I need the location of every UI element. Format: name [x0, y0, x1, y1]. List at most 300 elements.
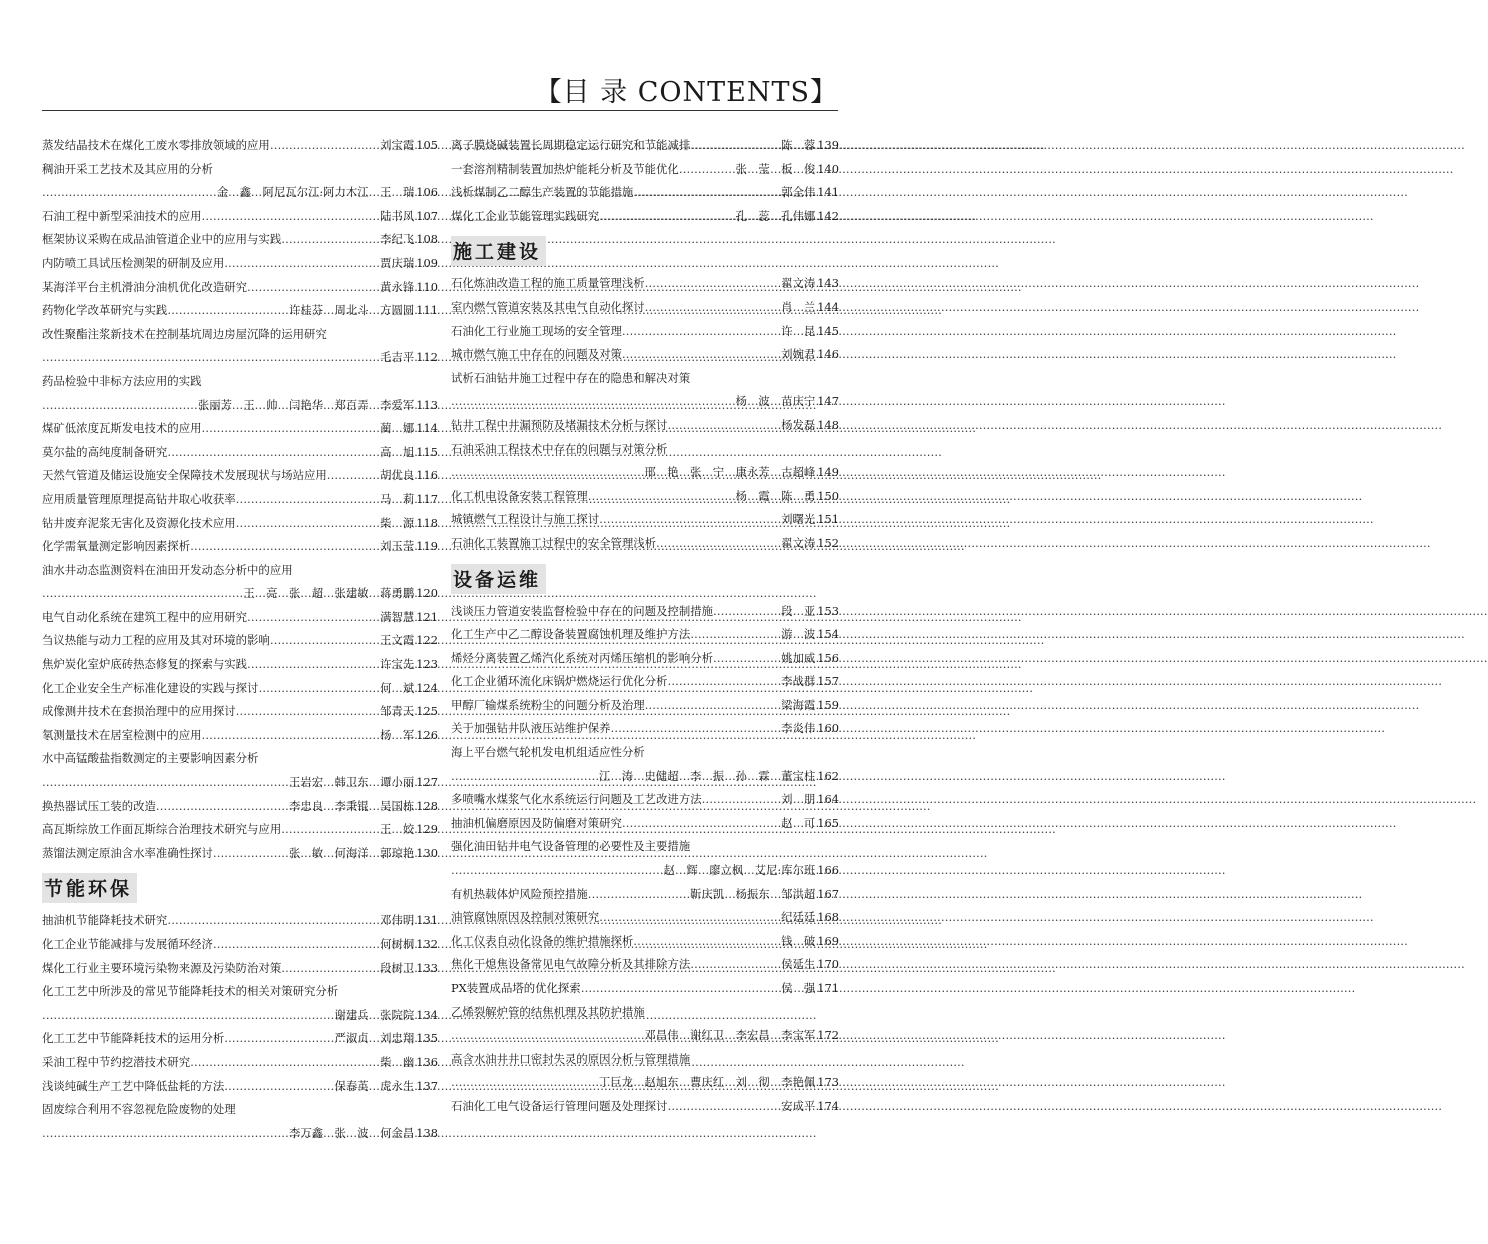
- entry-authors: 李战群: [781, 674, 816, 689]
- entry-authors: 马 莉: [380, 491, 415, 506]
- toc-entry[interactable]: [451, 134, 839, 158]
- entry-title: 烯烃分离装置乙烯汽化系统对丙烯压缩机的影响分析: [451, 650, 713, 665]
- entry-title: 石油化工装置施工过程中的安全管理浅析: [451, 535, 657, 550]
- entry-authors: 赵 辉 廖立枫 艾尼·库尔班: [663, 863, 816, 878]
- entry-authors: 纪廷廷: [781, 910, 816, 925]
- toc-entry[interactable]: [451, 532, 839, 556]
- toc-entry[interactable]: [451, 883, 839, 907]
- toc-entry[interactable]: [451, 438, 839, 485]
- entry-authors: 李纪飞: [380, 232, 415, 247]
- dot-leader: [42, 346, 380, 370]
- entry-page: 147: [817, 394, 839, 409]
- entry-title: 刍议热能与动力工程的应用及其对环境的影响: [42, 633, 270, 648]
- entry-title: 某海洋平台主机滑油分油机优化改造研究: [42, 279, 248, 294]
- entry-page: 151: [817, 512, 839, 527]
- entry-page: 112: [416, 350, 438, 365]
- entry-title: 一套溶剂精制装置加热炉能耗分析及节能优化: [451, 161, 679, 176]
- dot-leader: [42, 181, 217, 205]
- entry-authors: 毛吉平: [380, 350, 415, 365]
- entry-title: 煤化工企业节能管理实践研究: [451, 208, 600, 223]
- entry-title: 关于加强钻井队液压站维护保养: [451, 721, 611, 736]
- entry-authors: 何树桐: [380, 937, 415, 951]
- entry-authors: 靳庆凯 杨振东 邹洪超: [689, 886, 816, 901]
- toc-entry[interactable]: [451, 717, 839, 741]
- section-heading: [451, 228, 839, 272]
- entry-page: 154: [817, 627, 839, 642]
- entry-authors: 高 旭: [380, 444, 415, 459]
- dot-leader: [224, 1027, 334, 1051]
- entry-title: 煤化工行业主要环境污染物来源及污染防治对策: [42, 960, 282, 975]
- entry-authors: 段 亚: [781, 603, 816, 618]
- entry-title: 框架协议采购在成品油管道企业中的应用与实践: [42, 232, 282, 247]
- entry-authors: 刘 朋: [781, 792, 816, 807]
- dot-leader: [42, 1122, 289, 1146]
- toc-entry[interactable]: [42, 488, 438, 512]
- dot-leader: [633, 930, 781, 954]
- toc-entry[interactable]: [451, 272, 839, 296]
- toc-entry[interactable]: [451, 977, 839, 1001]
- entry-title: 改性聚酯注浆新技术在控制基坑周边房屋沉降的运用研究: [42, 326, 327, 341]
- entry-title: 煤矿低浓度瓦斯发电技术的应用: [42, 421, 202, 436]
- entry-page: 145: [817, 323, 839, 338]
- dot-leader: [645, 272, 781, 296]
- toc-entry[interactable]: [42, 724, 438, 748]
- toc-entry[interactable]: [42, 205, 438, 229]
- toc-entry[interactable]: [42, 535, 438, 559]
- entry-page: 108: [416, 232, 438, 247]
- entry-title: 强化油田钻井电气设备管理的必要性及主要措施: [451, 839, 691, 854]
- section-heading: [451, 556, 839, 600]
- entry-title: 油水井动态监测资料在油田开发动态分析中的应用: [42, 562, 293, 577]
- dot-leader: [167, 299, 289, 323]
- toc-entry[interactable]: [42, 299, 438, 323]
- entry-title: 石化炼油改造工程的施工质量管理浅析: [451, 276, 645, 291]
- dot-leader: [281, 957, 380, 981]
- entry-page: 173: [817, 1075, 839, 1090]
- entry-page: 140: [817, 161, 839, 176]
- dot-leader: [190, 1051, 380, 1075]
- toc-entry[interactable]: [42, 980, 438, 1027]
- dot-leader: [588, 883, 690, 907]
- entry-authors: 邓昌伟 谢红卫 李宏昌 李宝军: [644, 1028, 816, 1043]
- dot-leader: [224, 1075, 334, 1099]
- entry-authors: 许桂芬 周北斗 方圆圆: [288, 303, 415, 318]
- entry-page: 166: [817, 863, 839, 878]
- entry-authors: 谢建兵 张院院: [334, 1007, 415, 1022]
- contents-column-right: [451, 134, 839, 1119]
- entry-title: 离子膜烧碱装置长周期稳定运行研究和节能减排: [451, 138, 691, 152]
- entry-title: 焦化干熄焦设备常见电气故障分析及其排除方法: [451, 957, 691, 972]
- dot-leader: [42, 1004, 335, 1028]
- toc-entry[interactable]: [451, 485, 839, 509]
- entry-authors: 邓伟明: [380, 913, 415, 928]
- entry-page: 113: [416, 397, 438, 412]
- dot-leader: [42, 394, 198, 418]
- dot-leader: [167, 441, 380, 465]
- entry-authors: 贾庆瑞: [380, 255, 415, 270]
- toc-entry[interactable]: [42, 909, 438, 933]
- entry-authors: 柴 源: [380, 515, 415, 530]
- entry-page: 157: [817, 674, 839, 689]
- entry-authors: 保春英 虎永生: [334, 1078, 415, 1093]
- entry-title: 有机热载体炉风险预控措施: [451, 886, 588, 901]
- entry-title: 化工企业节能减排与发展循环经济: [42, 937, 213, 951]
- entry-authors: 江 涛 史健超 李 振 孙 霖 董宝柱: [598, 768, 816, 783]
- entry-title: 成像测井技术在套损治理中的应用探讨: [42, 704, 236, 719]
- entry-title: PX装置成品塔的优化探索: [451, 981, 581, 995]
- entry-title: 电气自动化系统在建筑工程中的应用研究: [42, 609, 248, 624]
- dot-leader: [713, 647, 781, 671]
- entry-page: 171: [817, 981, 839, 995]
- toc-entry[interactable]: [451, 788, 839, 812]
- entry-title: 内防喷工具试压检测架的研制及应用: [42, 255, 225, 270]
- entry-title: 采油工程中节约挖潜技术研究: [42, 1054, 191, 1069]
- entry-page: 111: [416, 303, 438, 318]
- toc-entry[interactable]: [42, 441, 438, 465]
- toc-entry[interactable]: [42, 677, 438, 701]
- dot-leader: [213, 842, 289, 866]
- entry-title: 多喷嘴水煤浆气化水系统运行问题及工艺改进方法: [451, 792, 702, 807]
- contents-header: [42, 68, 838, 112]
- entry-page: 122: [416, 633, 438, 648]
- entry-page: 130: [416, 845, 438, 860]
- entry-title: 化工工艺中所涉及的常见节能降耗技术的相关对策研究分析: [42, 984, 339, 999]
- entry-authors: 刘曙光: [781, 512, 816, 527]
- entry-title: 药物化学改革研究与实践: [42, 303, 168, 318]
- entry-authors: 翟文涛: [781, 276, 816, 291]
- toc-entry[interactable]: [42, 559, 438, 606]
- entry-authors: 满智慧: [380, 609, 415, 624]
- dot-leader: [690, 953, 781, 977]
- entry-page: 170: [817, 957, 839, 972]
- entry-page: 126: [416, 727, 438, 742]
- entry-authors: 杨 霞 陈 勇: [735, 488, 816, 503]
- dot-leader: [645, 694, 781, 718]
- entry-authors: 肖 兰: [781, 299, 816, 314]
- dot-leader: [622, 812, 781, 836]
- entry-authors: 陈 蓉: [781, 138, 816, 152]
- entry-page: 144: [817, 299, 839, 314]
- toc-entry[interactable]: [42, 606, 438, 630]
- entry-title: 化学需氧量测定影响因素探析: [42, 539, 191, 554]
- toc-entry[interactable]: [42, 134, 438, 158]
- entry-title: 钻井工程中井漏预防及堵漏技术分析与探讨: [451, 417, 668, 432]
- entry-authors: 许宝先: [380, 657, 415, 672]
- toc-entry[interactable]: [42, 818, 438, 842]
- toc-entry[interactable]: [451, 320, 839, 344]
- entry-title: 蒸馏法测定原油含水率准确性探讨: [42, 845, 213, 860]
- entry-authors: 钱 破: [781, 933, 816, 948]
- dot-leader: [451, 859, 664, 883]
- entry-authors: 黄永锋: [380, 279, 415, 294]
- entry-page: 118: [416, 515, 438, 530]
- toc-entry[interactable]: [42, 276, 438, 300]
- toc-entry[interactable]: [451, 930, 839, 954]
- entry-page: 162: [817, 768, 839, 783]
- dot-leader: [236, 488, 380, 512]
- dot-leader: [679, 158, 736, 182]
- dot-leader: [281, 228, 380, 252]
- entry-page: 159: [817, 697, 839, 712]
- toc-entry[interactable]: [451, 1001, 839, 1048]
- toc-entry[interactable]: [451, 812, 839, 836]
- entry-page: 142: [817, 208, 839, 223]
- entry-page: 165: [817, 815, 839, 830]
- entry-page: 172: [817, 1028, 839, 1043]
- toc-entry[interactable]: [42, 252, 438, 276]
- toc-entry[interactable]: [451, 343, 839, 367]
- entry-title: 乙烯裂解炉管的结焦机理及其防护措施: [451, 1004, 645, 1019]
- entry-page: 110: [416, 279, 438, 294]
- entry-title: 浅析煤制乙二醇生产装置的节能措施: [451, 185, 634, 200]
- dot-leader: [270, 134, 380, 158]
- dot-leader: [599, 508, 781, 532]
- dot-leader: [622, 343, 781, 367]
- entry-title: 石油工程中新型采油技术的应用: [42, 208, 202, 223]
- entry-authors: 赵 可: [781, 815, 816, 830]
- entry-authors: 翟文涛: [781, 535, 816, 550]
- entry-page: 117: [416, 491, 438, 506]
- dot-leader: [42, 771, 289, 795]
- toc-entry[interactable]: [42, 158, 438, 205]
- entry-page: 138: [416, 1125, 438, 1140]
- entry-authors: 王 姣: [380, 822, 415, 837]
- entry-authors: 王文霞: [380, 633, 415, 648]
- entry-title: 石油化工行业施工现场的安全管理: [451, 323, 622, 338]
- entry-page: 106: [416, 185, 438, 200]
- entry-title: 油管腐蚀原因及控制对策研究: [451, 910, 600, 925]
- entry-title: 换热器试压工装的改造: [42, 798, 156, 813]
- entry-page: 129: [416, 822, 438, 837]
- entry-page: 131: [416, 913, 438, 928]
- toc-entry[interactable]: [42, 1051, 438, 1075]
- toc-entry[interactable]: [451, 181, 839, 205]
- dot-leader: [451, 1071, 599, 1095]
- entry-title: 水中高锰酸盐指数测定的主要影响因素分析: [42, 751, 259, 766]
- dot-leader: [667, 670, 781, 694]
- section-title: 节能环保: [42, 873, 137, 903]
- entry-page: 127: [416, 775, 438, 790]
- toc-entry[interactable]: [42, 464, 438, 488]
- entry-page: 121: [416, 609, 438, 624]
- dot-leader: [713, 600, 781, 624]
- entry-authors: 张 莹 板 俊: [735, 161, 816, 176]
- entry-title: 稠油开采工艺技术及其应用的分析: [42, 161, 213, 176]
- dot-leader: [224, 252, 380, 276]
- entry-authors: 邹青天: [380, 704, 415, 719]
- entry-title: 化工企业循环流化床锅炉燃烧运行优化分析: [451, 674, 668, 689]
- entry-title: 石油采油工程技术中存在的问题与对策分析: [451, 441, 668, 456]
- toc-entry[interactable]: [42, 228, 438, 252]
- header-rule: [42, 110, 838, 111]
- dot-leader: [588, 485, 736, 509]
- dot-leader: [656, 532, 781, 556]
- entry-authors: 郭全伟: [781, 185, 816, 200]
- dot-leader: [451, 461, 644, 485]
- toc-entry[interactable]: [42, 370, 438, 417]
- dot-leader: [451, 1024, 644, 1048]
- entry-authors: 杨 波 苗庆宁: [735, 394, 816, 409]
- entry-page: 164: [817, 792, 839, 807]
- entry-page: 167: [817, 886, 839, 901]
- toc-entry[interactable]: [451, 508, 839, 532]
- dot-leader: [327, 464, 380, 488]
- toc-entry[interactable]: [42, 629, 438, 653]
- entry-authors: 胡优良: [380, 468, 415, 483]
- dot-leader: [190, 535, 380, 559]
- entry-title: 石油化工电气设备运行管理问题及处理探讨: [451, 1098, 668, 1113]
- entry-authors: 何 斌: [380, 680, 415, 695]
- section-title: 施工建设: [451, 236, 546, 266]
- entry-authors: 姚加威: [781, 650, 816, 665]
- dot-leader: [236, 700, 380, 724]
- toc-entry[interactable]: [451, 953, 839, 977]
- toc-entry[interactable]: [451, 414, 839, 438]
- entry-title: 蒸发结晶技术在煤化工废水零排放领域的应用: [42, 138, 270, 152]
- entry-page: 134: [416, 1007, 438, 1022]
- contents-title: 【目 录 CONTENTS】: [534, 77, 838, 108]
- toc-entry[interactable]: [42, 1098, 438, 1145]
- entry-page: 107: [416, 208, 438, 223]
- toc-entry[interactable]: [42, 1027, 438, 1051]
- entry-authors: 许 昆: [781, 323, 816, 338]
- toc-entry[interactable]: [451, 296, 839, 320]
- toc-entry[interactable]: [451, 741, 839, 788]
- entry-authors: 张 敏 何海洋 郭琼艳: [288, 845, 415, 860]
- section-title: 设备运维: [451, 564, 546, 594]
- entry-title: 药品检验中非标方法应用的实践: [42, 373, 202, 388]
- entry-page: 149: [817, 465, 839, 480]
- entry-title: 天然气管道及储运设施安全保障技术发展现状与场站应用: [42, 468, 327, 483]
- entry-title: 化工机电设备安装工程管理: [451, 488, 588, 503]
- entry-authors: 王岩宏 韩卫东 谭小丽: [288, 775, 415, 790]
- dot-leader: [690, 134, 781, 158]
- toc-entry[interactable]: [42, 417, 438, 441]
- entry-title: 化工生产中乙二醇设备装置腐蚀机理及维护方法: [451, 627, 691, 642]
- entry-title: 应用质量管理原理提高钻井取心收获率: [42, 491, 236, 506]
- dot-leader: [247, 653, 380, 677]
- dot-leader: [667, 1095, 781, 1119]
- toc-entry[interactable]: [42, 700, 438, 724]
- entry-page: 123: [416, 657, 438, 672]
- dot-leader: [645, 296, 781, 320]
- dot-leader: [451, 390, 736, 414]
- dot-leader: [201, 724, 380, 748]
- entry-page: 105: [416, 138, 438, 152]
- entry-page: 135: [416, 1031, 438, 1046]
- entry-title: 抽油机节能降耗技术研究: [42, 913, 168, 928]
- toc-entry[interactable]: [451, 835, 839, 882]
- entry-page: 141: [817, 185, 839, 200]
- entry-page: 124: [416, 680, 438, 695]
- entry-page: 168: [817, 910, 839, 925]
- entry-authors: 金 鑫 阿尼瓦尔江·阿力木江 王 瑞: [216, 185, 415, 200]
- toc-entry[interactable]: [451, 1095, 839, 1119]
- entry-page: 115: [416, 444, 438, 459]
- dot-leader: [622, 320, 781, 344]
- entry-page: 148: [817, 417, 839, 432]
- entry-title: 海上平台燃气轮机发电机组适应性分析: [451, 745, 645, 760]
- entry-title: 莫尔盐的高纯度制备研究: [42, 444, 168, 459]
- dot-leader: [201, 205, 380, 229]
- toc-entry[interactable]: [451, 158, 839, 182]
- entry-authors: 杨发磊: [781, 417, 816, 432]
- entry-authors: 陆书风: [380, 208, 415, 223]
- toc-entry[interactable]: [42, 512, 438, 536]
- entry-title: 浅谈压力管道安装监督检验中存在的问题及控制措施: [451, 603, 713, 618]
- dot-leader: [281, 818, 380, 842]
- entry-page: 133: [416, 960, 438, 975]
- entry-authors: 张丽芳 王 帅 闫艳华 郑百弄 李爱军: [197, 397, 415, 412]
- toc-entry[interactable]: [42, 1075, 438, 1099]
- entry-authors: 李炎伟: [781, 721, 816, 736]
- entry-title: 化工工艺中节能降耗技术的运用分析: [42, 1031, 225, 1046]
- entry-page: 137: [416, 1078, 438, 1093]
- entry-authors: 李忠良 李秉锟 吴国栋: [288, 798, 415, 813]
- entry-authors: 杨 军: [380, 727, 415, 742]
- toc-entry[interactable]: [451, 906, 839, 930]
- entry-title: 高含水油井井口密封失灵的原因分析与管理措施: [451, 1051, 691, 1066]
- toc-entry[interactable]: [42, 653, 438, 677]
- toc-entry[interactable]: [451, 647, 839, 671]
- toc-entry[interactable]: [451, 367, 839, 414]
- entry-authors: 梁海霞: [781, 697, 816, 712]
- entry-title: 氡测量技术在居室检测中的应用: [42, 727, 202, 742]
- entry-page: 169: [817, 933, 839, 948]
- entry-authors: 刘宝霞: [380, 138, 415, 152]
- dot-leader: [667, 414, 781, 438]
- section-heading: [42, 865, 438, 909]
- toc-entry[interactable]: [451, 1048, 839, 1095]
- toc-entry[interactable]: [42, 842, 438, 866]
- toc-entry[interactable]: [42, 323, 438, 370]
- entry-title: 化工企业安全生产标准化建设的实践与探讨: [42, 680, 259, 695]
- toc-entry[interactable]: [42, 933, 438, 957]
- entry-title: 钻井废弃泥浆无害化及资源化技术应用: [42, 515, 236, 530]
- dot-leader: [156, 795, 289, 819]
- entry-title: 城镇燃气工程设计与施工探讨: [451, 512, 600, 527]
- entry-title: 室内燃气管道安装及其电气自动化探讨: [451, 299, 645, 314]
- entry-page: 132: [416, 937, 438, 951]
- toc-entry[interactable]: [451, 670, 839, 694]
- toc-entry[interactable]: [451, 600, 839, 624]
- dot-leader: [599, 205, 735, 229]
- entry-authors: 侯 强: [781, 981, 816, 995]
- toc-entry[interactable]: [42, 795, 438, 819]
- dot-leader: [42, 582, 243, 606]
- toc-entry[interactable]: [451, 205, 839, 229]
- entry-title: 城市燃气施工中存在的问题及对策: [451, 347, 622, 362]
- entry-page: 139: [817, 138, 839, 152]
- entry-authors: 邢 艳 张 宁 康永芳 古超峰: [644, 465, 816, 480]
- entry-authors: 段树卫: [380, 960, 415, 975]
- entry-title: 甲醇厂输煤系统粉尘的问题分析及治理: [451, 697, 645, 712]
- entry-authors: 柴 幽: [380, 1054, 415, 1069]
- dot-leader: [247, 276, 380, 300]
- dot-leader: [236, 512, 380, 536]
- entry-authors: 孔 蕊 孔伟娜: [735, 208, 816, 223]
- entry-title: 高瓦斯综放工作面瓦斯综合治理技术研究与应用: [42, 822, 282, 837]
- entry-authors: 刘婉君: [781, 347, 816, 362]
- toc-entry[interactable]: [451, 694, 839, 718]
- toc-entry[interactable]: [42, 747, 438, 794]
- toc-entry[interactable]: [42, 957, 438, 981]
- toc-entry[interactable]: [451, 623, 839, 647]
- entry-page: 160: [817, 721, 839, 736]
- entry-page: 152: [817, 535, 839, 550]
- entry-title: 固废综合利用不容忽视危险废物的处理: [42, 1102, 236, 1117]
- dot-leader: [702, 788, 781, 812]
